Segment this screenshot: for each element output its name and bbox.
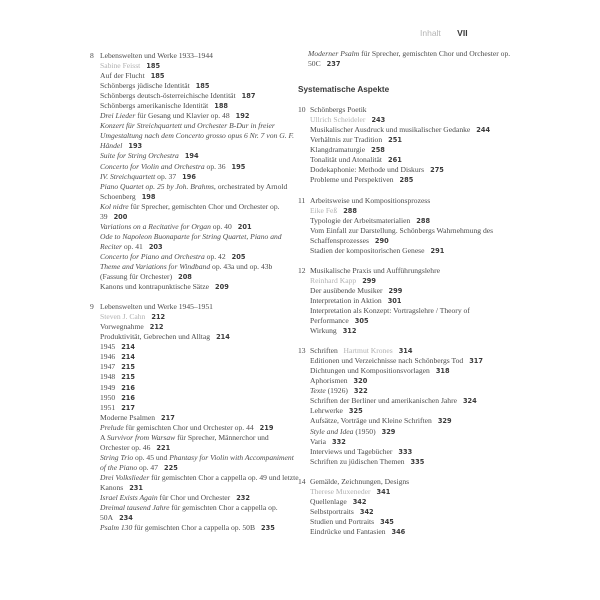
entry-page: 288 bbox=[416, 216, 431, 225]
entry-title: Vom Einfall zur Darstellung. Schönbergs Wahrnehmung des Schaffensprozesses bbox=[310, 225, 494, 245]
chapter-title: Musikalische Praxis und Aufführungslehre bbox=[310, 265, 440, 275]
toc-entry[interactable] bbox=[100, 202, 300, 222]
entry-page: 346 bbox=[391, 527, 406, 536]
entry-title: Israel Exists Again für Chor und Orchester bbox=[100, 493, 231, 503]
entry-title: 1950 bbox=[100, 392, 116, 402]
toc-chapter-13 bbox=[298, 346, 513, 467]
entry-title: Tonalität und Atonalität bbox=[310, 155, 383, 165]
chapter-page: 341 bbox=[376, 487, 391, 496]
entry-page: 194 bbox=[184, 152, 199, 161]
entry-title: Dreimal tausend Jahre für gemischten Chor a cappella op. 50A bbox=[100, 503, 278, 523]
toc-entry[interactable] bbox=[310, 527, 513, 537]
toc-entry[interactable] bbox=[100, 322, 300, 332]
entry-page: 335 bbox=[410, 457, 425, 466]
toc-entry[interactable] bbox=[310, 386, 513, 396]
entry-title: Klangdramaturgie bbox=[310, 145, 366, 155]
entry-title: Interpretation in Aktion bbox=[310, 295, 382, 305]
toc-entry[interactable] bbox=[310, 286, 513, 296]
toc-entry[interactable] bbox=[100, 393, 300, 403]
toc-entry[interactable] bbox=[310, 125, 513, 135]
chapter-author: Therese Muxeneder bbox=[310, 486, 371, 496]
toc-entry[interactable] bbox=[310, 406, 513, 416]
chapter-page: 299 bbox=[362, 276, 376, 285]
chapter-author: Reinhard Kapp bbox=[310, 275, 357, 285]
toc-entry[interactable] bbox=[100, 523, 300, 533]
toc-entry[interactable] bbox=[310, 135, 513, 145]
entry-page: 215 bbox=[121, 373, 135, 382]
chapter-number: 8 bbox=[90, 51, 94, 60]
entry-page: 291 bbox=[430, 246, 445, 255]
chapter-author-line bbox=[310, 115, 513, 125]
toc-entry[interactable] bbox=[100, 372, 300, 382]
toc-entry[interactable] bbox=[310, 155, 513, 165]
toc-entry[interactable] bbox=[310, 427, 513, 437]
entry-title: Drei Volkslieder für gemischten Chor a cappella op. 49 und letzte Kanons bbox=[100, 472, 299, 492]
entry-page: 219 bbox=[259, 423, 274, 432]
entry-page: 234 bbox=[119, 514, 133, 523]
chapter-page: 288 bbox=[343, 206, 357, 215]
entry-title: IV. Streichquartett op. 37 bbox=[100, 171, 177, 181]
entry-title: Kanons und kontrapunktische Sätze bbox=[100, 282, 210, 292]
entry-page: 258 bbox=[371, 146, 385, 155]
entry-page: 342 bbox=[359, 507, 374, 516]
toc-continued-entry bbox=[298, 49, 513, 69]
toc-chapter-9 bbox=[90, 302, 300, 533]
entry-page: 185 bbox=[150, 72, 165, 81]
entry-page: 214 bbox=[216, 333, 230, 342]
chapter-page: 314 bbox=[398, 347, 413, 356]
toc-entry[interactable] bbox=[310, 356, 513, 366]
entry-title: Interviews und Tagebücher bbox=[310, 446, 393, 456]
toc-entry[interactable] bbox=[100, 352, 300, 362]
chapter-title: Schönbergs Poetik bbox=[310, 105, 367, 115]
chapter-heading[interactable] bbox=[100, 51, 300, 61]
toc-entry[interactable] bbox=[100, 71, 300, 81]
entry-page: 332 bbox=[332, 437, 346, 446]
chapter-author-line bbox=[100, 312, 300, 322]
chapter-heading[interactable] bbox=[310, 477, 513, 487]
entry-page: 299 bbox=[388, 286, 403, 295]
toc-entry[interactable] bbox=[100, 162, 300, 172]
entry-title: Psalm 130 für gemischten Chor a cappella op. 50B bbox=[100, 523, 256, 533]
toc-entry[interactable] bbox=[100, 342, 300, 352]
entry-title: Ode to Napoleon Buonaparte for String Quartet, Piano and Reciter op. 41 bbox=[100, 231, 282, 251]
toc-chapter-8 bbox=[90, 51, 300, 292]
entry-page: 232 bbox=[236, 494, 250, 503]
toc-chapter-10 bbox=[298, 105, 513, 185]
toc-entry[interactable] bbox=[310, 165, 513, 175]
entry-title: 1946 bbox=[100, 352, 116, 362]
entry-page: 221 bbox=[156, 443, 171, 452]
entry-title: Drei Lieder für Gesang und Klavier op. 48 bbox=[100, 111, 230, 121]
entry-title: Dodekaphonie: Methode und Diskurs bbox=[310, 165, 425, 175]
entry-title: Selbstportraits bbox=[310, 506, 354, 516]
entry-page: 200 bbox=[113, 212, 128, 221]
entry-page: 214 bbox=[121, 343, 135, 352]
entry-title: 1948 bbox=[100, 372, 116, 382]
entry-title: Konzert für Streichquartett und Orchester B-Dur in freier Umgestaltung nach dem Concerto grosso opus 6 Nr. 7 von G. F. Händel bbox=[100, 121, 295, 151]
entry-title: Aufsätze, Vorträge und Kleine Schriften bbox=[310, 416, 432, 426]
toc-entry[interactable] bbox=[100, 101, 300, 111]
entry-title: Quellenlage bbox=[310, 496, 347, 506]
entry-page: 216 bbox=[121, 383, 135, 392]
chapter-number: 11 bbox=[298, 195, 306, 205]
entry-title: Texte (1926) bbox=[310, 386, 348, 396]
entry-page: 329 bbox=[381, 427, 396, 436]
entry-title: Produktivität, Gebrechen und Alltag bbox=[100, 332, 211, 342]
entry-title: Concerto for Piano and Orchestra op. 42 bbox=[100, 251, 226, 261]
toc-entry[interactable] bbox=[100, 151, 300, 161]
entry-title: Schriften der Berliner und amerikanischen Jahre bbox=[310, 396, 457, 406]
entry-page: 244 bbox=[476, 126, 491, 135]
chapter-author: Eike Feß bbox=[310, 205, 338, 215]
entry-page: 285 bbox=[399, 176, 414, 185]
entry-title: Piano Quartet op. 25 by Joh. Brahms, orchestrated by Arnold Schoenberg bbox=[100, 181, 288, 201]
toc-entry[interactable] bbox=[310, 145, 513, 155]
entry-page: 325 bbox=[348, 407, 363, 416]
entry-page: 301 bbox=[387, 296, 402, 305]
toc-entry[interactable] bbox=[100, 262, 300, 282]
chapter-number: 12 bbox=[298, 265, 306, 275]
entry-title: String Trio op. 45 und Phantasy for Violin with Accompaniment of the Piano op. 47 bbox=[100, 452, 294, 472]
entry-page: 195 bbox=[231, 162, 246, 171]
entry-title: Auf der Flucht bbox=[100, 71, 145, 81]
entry-title: Prelude für gemischten Chor und Orchester op. 44 bbox=[100, 422, 254, 432]
toc-entry[interactable] bbox=[310, 416, 513, 426]
chapter-title: Gemälde, Zeichnungen, Designs bbox=[310, 476, 410, 486]
entry-title: Typologie der Arbeitsmaterialien bbox=[310, 215, 411, 225]
entry-page: 225 bbox=[164, 463, 178, 472]
chapter-page: 243 bbox=[371, 116, 386, 125]
entry-page: 196 bbox=[182, 172, 196, 181]
entry-page: 205 bbox=[231, 252, 246, 261]
chapter-number: 14 bbox=[298, 476, 306, 486]
entry-title: Variations on a Recitative for Organ op. 40 bbox=[100, 221, 232, 231]
entry-page: 235 bbox=[261, 524, 275, 533]
toc-entry[interactable] bbox=[100, 91, 300, 101]
entry-page: 214 bbox=[121, 353, 135, 362]
toc-entry[interactable] bbox=[310, 366, 513, 376]
entry-page: 212 bbox=[149, 323, 164, 332]
entry-page: 317 bbox=[469, 357, 483, 366]
toc-left-column bbox=[90, 51, 300, 543]
toc-entry[interactable] bbox=[310, 447, 513, 457]
entry-title: Der ausübende Musiker bbox=[310, 285, 383, 295]
toc-entry[interactable] bbox=[100, 383, 300, 393]
toc-entry[interactable] bbox=[310, 507, 513, 517]
toc-entry[interactable] bbox=[100, 121, 300, 151]
chapter-heading[interactable] bbox=[310, 266, 513, 276]
toc-chapter-12 bbox=[298, 266, 513, 336]
toc-entry[interactable] bbox=[100, 182, 300, 202]
toc-entry[interactable] bbox=[100, 81, 300, 91]
entry-title: 1949 bbox=[100, 382, 116, 392]
chapter-title: Lebenswelten und Werke 1945–1951 bbox=[100, 302, 213, 312]
toc-entry[interactable] bbox=[100, 493, 300, 503]
toc-entry[interactable] bbox=[100, 332, 300, 342]
chapter-page: 212 bbox=[151, 313, 166, 322]
chapter-number: 10 bbox=[298, 105, 306, 115]
entry-page: 342 bbox=[352, 497, 367, 506]
entry-page: 261 bbox=[388, 156, 402, 165]
entry-title: Schönbergs deutsch-österreichische Identität bbox=[100, 91, 236, 101]
entry-title: Eindrücke und Fantasien bbox=[310, 526, 386, 536]
entry-page: 201 bbox=[237, 222, 252, 231]
entry-title: Stadien der kompositorischen Genese bbox=[310, 245, 425, 255]
entry-title: Interpretation als Konzept: Vortragslehre / Theory of Performance bbox=[310, 305, 470, 326]
chapter-heading[interactable] bbox=[100, 302, 300, 312]
toc-entry[interactable] bbox=[310, 246, 513, 256]
entry-page: 203 bbox=[148, 242, 163, 251]
entry-title: A Survivor from Warsaw für Sprecher, Männerchor und Orchester op. 46 bbox=[100, 432, 269, 452]
entry-page: 208 bbox=[178, 273, 192, 282]
entry-page: 320 bbox=[353, 377, 368, 386]
entry-page: 345 bbox=[380, 517, 394, 526]
entry-title: Moderner Psalm für Sprecher, gemischten Chor und Orchester op. 50C bbox=[308, 49, 511, 69]
chapter-heading[interactable] bbox=[310, 105, 513, 115]
entry-page: 215 bbox=[121, 363, 135, 372]
entry-title: Dichtungen und Kompositionsvorlagen bbox=[310, 366, 430, 376]
entry-page: 187 bbox=[241, 92, 256, 101]
section-title: Systematische Aspekte bbox=[298, 85, 390, 95]
entry-page: 329 bbox=[437, 417, 452, 426]
entry-page: 193 bbox=[128, 142, 143, 151]
toc-entry[interactable] bbox=[100, 423, 300, 433]
entry-page: 192 bbox=[235, 112, 250, 121]
toc-chapter-14 bbox=[298, 477, 513, 537]
toc-entry[interactable] bbox=[310, 396, 513, 406]
toc-entry[interactable] bbox=[310, 457, 513, 467]
toc-entry[interactable] bbox=[100, 453, 300, 473]
chapter-author: Sabine Feisst bbox=[100, 61, 141, 71]
toc-chapter-11 bbox=[298, 196, 513, 256]
entry-title: 1947 bbox=[100, 362, 116, 372]
toc-entry[interactable] bbox=[100, 473, 300, 493]
chapter-page: 185 bbox=[146, 62, 161, 71]
entry-title: Studien und Portraits bbox=[310, 516, 375, 526]
toc-entry[interactable] bbox=[100, 252, 300, 262]
entry-title: Schönbergs amerikanische Identität bbox=[100, 101, 209, 111]
entry-page: 188 bbox=[214, 102, 229, 111]
entry-title: Aphorismen bbox=[310, 376, 348, 386]
chapter-author: Ullrich Scheideler bbox=[310, 115, 366, 125]
entry-title: Verhältnis zur Tradition bbox=[310, 135, 383, 145]
entry-title: Kol nidre für Sprecher, gemischten Chor und Orchester op. 39 bbox=[100, 201, 280, 221]
toc-entry[interactable] bbox=[100, 403, 300, 413]
entry-title: Concerto for Violin and Orchestra op. 36 bbox=[100, 161, 226, 171]
entry-page: 318 bbox=[435, 367, 450, 376]
toc-entry[interactable] bbox=[310, 517, 513, 527]
entry-page: 322 bbox=[353, 387, 368, 396]
chapter-author-line bbox=[310, 487, 513, 497]
chapter-number: 9 bbox=[90, 302, 94, 312]
toc-entry[interactable] bbox=[310, 376, 513, 386]
chapter-author-line bbox=[310, 276, 513, 286]
toc-entry[interactable] bbox=[310, 326, 513, 336]
chapter-title: Schriften bbox=[310, 346, 338, 356]
entry-page: 237 bbox=[326, 60, 341, 69]
entry-title: Vorwegnahme bbox=[100, 322, 144, 332]
entry-title: Style and Idea (1950) bbox=[310, 426, 376, 436]
toc-entry[interactable] bbox=[100, 413, 300, 423]
chapter-heading[interactable] bbox=[310, 346, 513, 356]
toc-entry[interactable] bbox=[310, 437, 513, 447]
chapter-title: Lebenswelten und Werke 1933–1944 bbox=[100, 51, 213, 60]
entry-page: 209 bbox=[215, 283, 229, 292]
toc-entry[interactable] bbox=[100, 503, 300, 523]
toc-entry[interactable] bbox=[310, 216, 513, 226]
entry-title: Lehrwerke bbox=[310, 406, 343, 416]
toc-entry[interactable] bbox=[310, 175, 513, 185]
toc-entry[interactable] bbox=[310, 226, 513, 246]
chapter-heading[interactable] bbox=[310, 196, 513, 206]
entry-title: Wirkung bbox=[310, 326, 337, 336]
entry-page: 217 bbox=[121, 403, 135, 412]
entry-page: 275 bbox=[430, 166, 444, 175]
running-head-title: Inhalt bbox=[420, 28, 441, 38]
entry-title: Editionen und Verzeichnisse nach Schönbergs Tod bbox=[310, 356, 464, 366]
entry-title: 1951 bbox=[100, 402, 116, 412]
toc-entry[interactable] bbox=[100, 222, 300, 232]
entry-title: Suite for String Orchestra bbox=[100, 151, 179, 161]
entry-page: 185 bbox=[195, 82, 210, 91]
entry-title: Moderne Psalmen bbox=[100, 412, 156, 422]
toc-entry[interactable] bbox=[310, 306, 513, 326]
entry-title: Probleme und Perspektiven bbox=[310, 175, 394, 185]
toc-entry[interactable] bbox=[310, 497, 513, 507]
chapter-number: 13 bbox=[298, 346, 306, 356]
page-number: VII bbox=[457, 28, 468, 38]
toc-entry[interactable] bbox=[100, 111, 300, 121]
entry-page: 217 bbox=[161, 413, 175, 422]
entry-page: 333 bbox=[398, 447, 413, 456]
entry-page: 305 bbox=[354, 317, 369, 326]
entry-page: 251 bbox=[388, 136, 402, 145]
toc-entry[interactable] bbox=[100, 362, 300, 372]
running-head bbox=[420, 28, 468, 38]
entry-title: Schönbergs jüdische Identität bbox=[100, 81, 190, 91]
entry-title: Musikalischer Ausdruck und musikalischer Gedanke bbox=[310, 125, 471, 135]
entry-page: 198 bbox=[141, 192, 156, 201]
entry-page: 216 bbox=[121, 393, 135, 402]
entry-title: Theme and Variations for Windband op. 43a und op. 43b (Fassung für Orchester) bbox=[100, 261, 273, 282]
toc-entry[interactable] bbox=[100, 172, 300, 182]
entry-title: Varia bbox=[310, 436, 327, 446]
toc-entry[interactable] bbox=[310, 296, 513, 306]
entry-page: 324 bbox=[462, 397, 477, 406]
entry-page: 312 bbox=[342, 327, 357, 336]
entry-title: 1945 bbox=[100, 342, 116, 352]
chapter-author-line bbox=[310, 206, 513, 216]
entry-page: 231 bbox=[129, 483, 143, 492]
chapter-author-line bbox=[100, 61, 300, 71]
entry-title: Schriften zu jüdischen Themen bbox=[310, 456, 405, 466]
chapter-author: Hartmut Krones bbox=[343, 346, 393, 356]
toc-right-column bbox=[298, 49, 513, 547]
chapter-author: Steven J. Cahn bbox=[100, 312, 146, 322]
entry-page: 290 bbox=[374, 236, 389, 245]
toc-entry[interactable] bbox=[100, 282, 300, 292]
toc-entry[interactable] bbox=[100, 433, 300, 453]
toc-entry[interactable] bbox=[100, 232, 300, 252]
chapter-title: Arbeitsweise und Kompositionsprozess bbox=[310, 195, 431, 205]
